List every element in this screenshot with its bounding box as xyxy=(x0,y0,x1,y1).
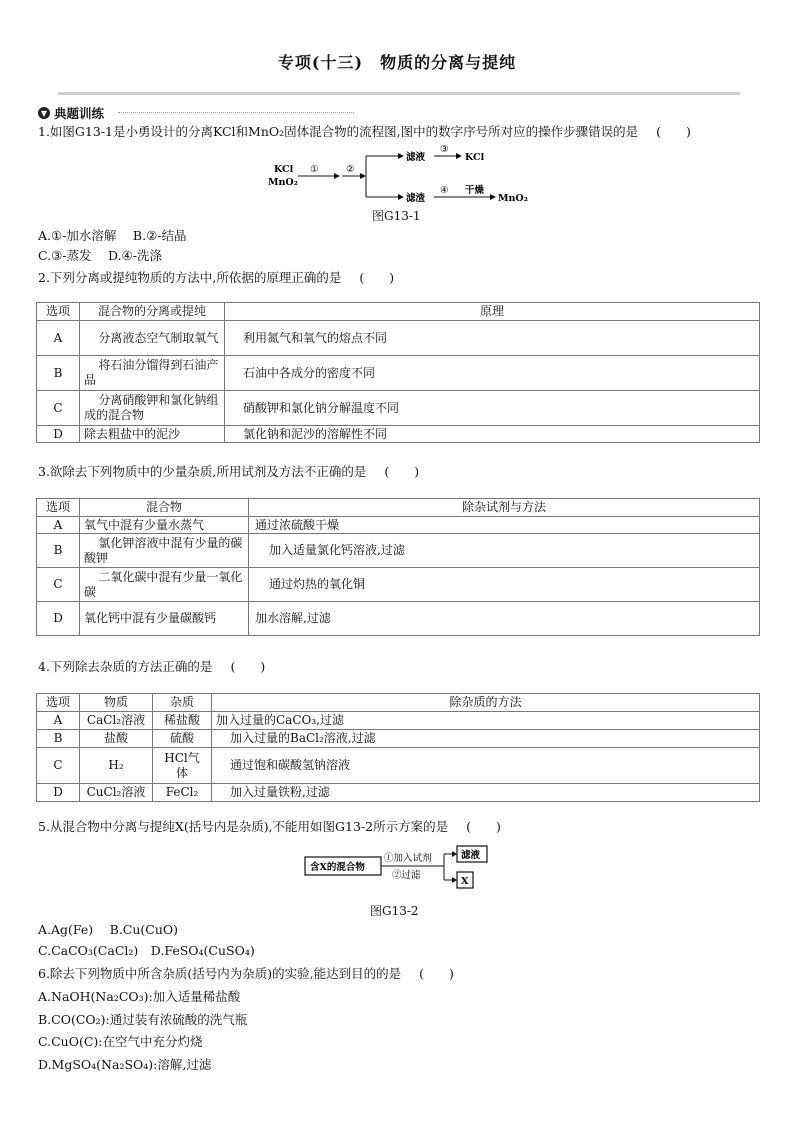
table-row: D 氧化钙中混有少量碳酸钙 加水溶解,过滤 xyxy=(37,602,760,636)
fig1-input-mno2: MnO₂ xyxy=(268,177,298,188)
table-row: B 盐酸 硫酸 加入过量的BaCl₂溶液,过滤 xyxy=(37,730,760,748)
question-6-option-c: C.CuO(C):在空气中充分灼烧 xyxy=(38,1034,203,1049)
fig1-dry: 干燥 xyxy=(465,185,485,196)
fig2-step1: ①加入试剂 xyxy=(384,853,432,864)
table-row: C 分离硝酸钾和氯化钠组成的混合物 硝酸钾和氯化钠分解温度不同 xyxy=(37,391,760,426)
fig1-step3: ③ xyxy=(440,144,449,155)
fig1-step1: ① xyxy=(310,164,319,175)
figure-g13-2 xyxy=(304,842,494,894)
table-row: D 除去粗盐中的泥沙 氯化钠和泥沙的溶解性不同 xyxy=(37,426,760,443)
table-row: B 氯化钾溶液中混有少量的碳酸钾 加入适量氯化钙溶液,过滤 xyxy=(37,534,760,568)
question-6-stem: 6.除去下列物质中所含杂质(括号内为杂质)的实验,能达到目的的是 ( ) xyxy=(38,966,454,981)
circle-down-icon: ▼ xyxy=(38,107,50,119)
question-1-stem: 1.如图G13-1是小勇设计的分离KCl和MnO₂固体混合物的流程图,图中的数字序号所对应的操作步骤错误的是 ( ) xyxy=(38,124,691,139)
figure-g13-1 xyxy=(262,140,542,208)
fig1-out-mno2: MnO₂ xyxy=(498,193,528,204)
fig2-out-filtrate: 滤液 xyxy=(461,850,481,861)
fig1-filtrate: 滤液 xyxy=(406,152,426,163)
figure-caption-g13-2: 图G13-2 xyxy=(370,904,419,918)
table-header-row: 选项 混合物 除杂试剂与方法 xyxy=(37,499,760,517)
fig1-out-kcl: KCl xyxy=(465,152,485,163)
table-row: C 二氧化碳中混有少量一氧化碳 通过灼热的氧化铜 xyxy=(37,568,760,602)
question-5-stem: 5.从混合物中分离与提纯X(括号内是杂质),不能用如图G13-2所示方案的是 ( ) xyxy=(38,819,501,834)
question-4-stem: 4.下列除去杂质的方法正确的是 ( ) xyxy=(38,659,266,674)
fig1-residue: 滤渣 xyxy=(406,193,426,204)
question-6-option-a: A.NaOH(Na₂CO₃):加入适量稀盐酸 xyxy=(38,989,241,1004)
table-row: A 氧气中混有少量水蒸气 通过浓硫酸干燥 xyxy=(37,517,760,534)
fig2-out-x: X xyxy=(461,876,469,887)
figure-caption-g13-1: 图G13-1 xyxy=(372,209,421,223)
title-divider xyxy=(58,92,740,95)
question-5-options-ab: A.Ag(Fe) B.Cu(CuO) xyxy=(38,922,179,937)
fig1-step2: ② xyxy=(346,164,355,175)
section-divider xyxy=(118,112,354,113)
page-title: 专项(十三) 物质的分离与提纯 xyxy=(277,53,517,72)
table-row: D CuCl₂溶液 FeCl₂ 加入过量铁粉,过滤 xyxy=(37,784,760,802)
question-2-stem: 2.下列分离或提纯物质的方法中,所依据的原理正确的是 ( ) xyxy=(38,270,395,285)
question-6-option-d: D.MgSO₄(Na₂SO₄):溶解,过滤 xyxy=(38,1057,212,1072)
table-header-row: 选项 物质 杂质 除杂质的方法 xyxy=(37,694,760,712)
question-3-table xyxy=(36,498,760,636)
table-row: C H₂ HCl气体 通过饱和碳酸氢钠溶液 xyxy=(37,748,760,784)
section-label: 典题训练 xyxy=(54,106,105,121)
table-header-row: 选项 混合物的分离或提纯 原理 xyxy=(37,303,760,321)
fig1-step4: ④ xyxy=(440,185,449,196)
question-3-stem: 3.欲除去下列物质中的少量杂质,所用试剂及方法不正确的是 ( ) xyxy=(38,464,420,479)
table-row: B 将石油分馏得到石油产品 石油中各成分的密度不同 xyxy=(37,356,760,391)
question-2-table xyxy=(36,302,760,443)
question-4-table xyxy=(36,693,760,802)
question-1-options-cd: C.③-蒸发 D.④-洗涤 xyxy=(38,248,162,263)
fig2-box-mixture: 含X的混合物 xyxy=(310,862,365,873)
table-row: A 分离液态空气制取氧气 利用氮气和氧气的熔点不同 xyxy=(37,321,760,356)
question-6-option-b: B.CO(CO₂):通过装有浓硫酸的洗气瓶 xyxy=(38,1012,248,1027)
question-5-options-cd: C.CaCO₃(CaCl₂) D.FeSO₄(CuSO₄) xyxy=(38,943,255,958)
fig1-input-kcl: KCl xyxy=(274,164,294,175)
question-1-options-ab: A.①-加水溶解 B.②-结晶 xyxy=(38,228,187,243)
section-heading xyxy=(38,104,104,122)
fig2-step2: ②过滤 xyxy=(392,870,421,881)
table-row: A CaCl₂溶液 稀盐酸 加入过量的CaCO₃,过滤 xyxy=(37,712,760,730)
